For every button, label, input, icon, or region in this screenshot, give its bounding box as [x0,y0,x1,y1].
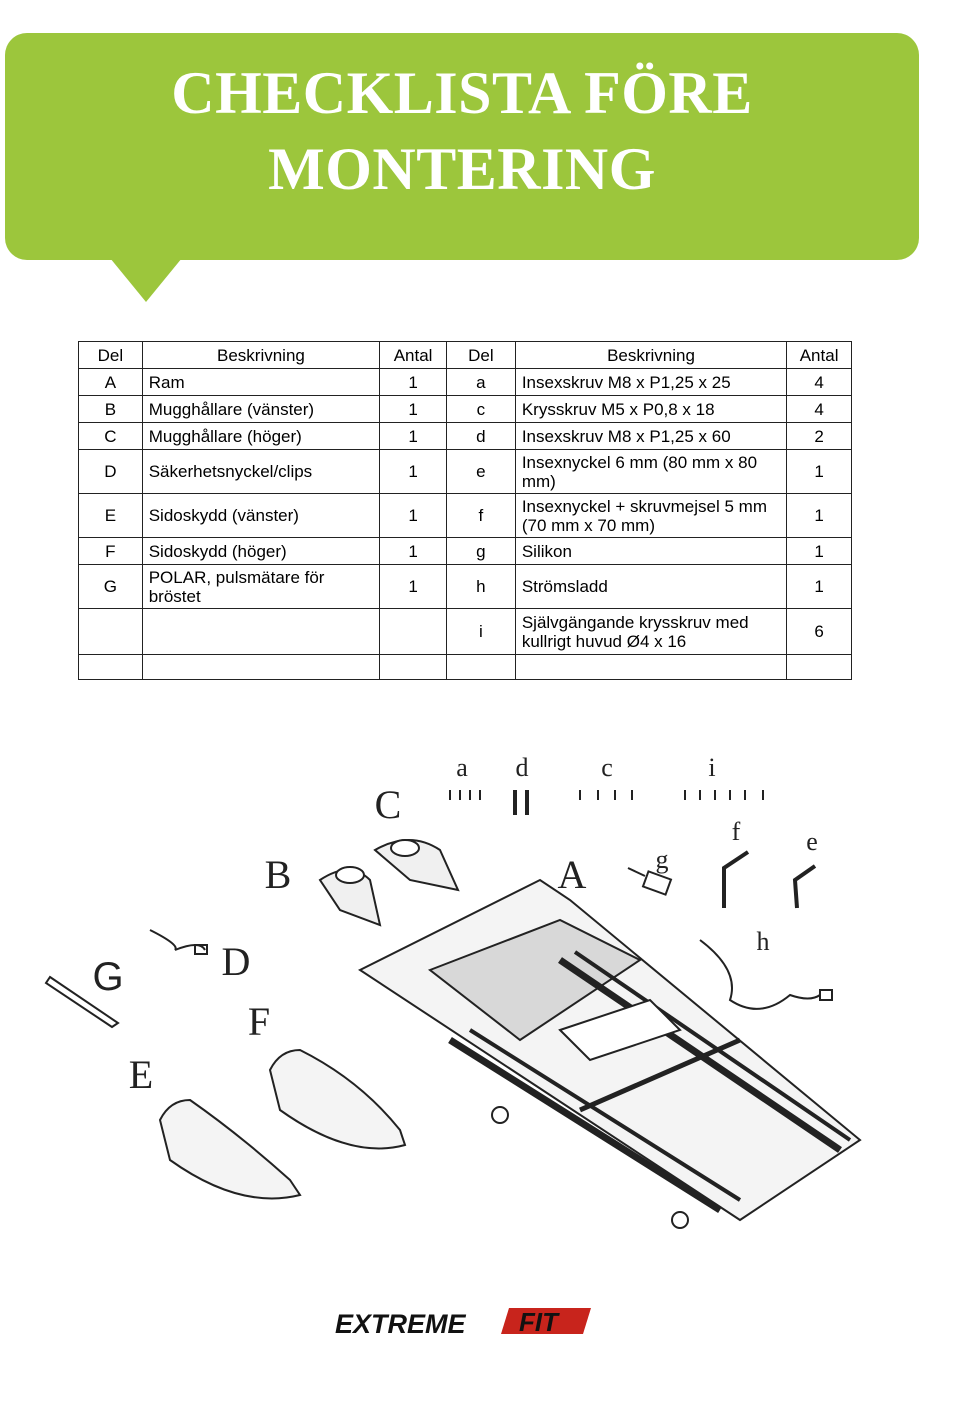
cell-qty: 1 [380,396,447,423]
table-row [79,369,852,396]
table-row [79,450,852,494]
cell-desc: POLAR, pulsmätare för bröstet [142,565,379,609]
cell-del-2: g [446,538,515,565]
cell-qty-2: 4 [787,369,852,396]
table-row [79,396,852,423]
cell-desc: Mugghållare (höger) [142,423,379,450]
label-g: g [655,845,669,874]
label-C: C [374,782,402,827]
cell-del-2: d [446,423,515,450]
cell-desc-2: Insexnyckel + skruvmejsel 5 mm (70 mm x 70 mm) [515,494,786,538]
cell-del: G [79,565,143,609]
cell-desc: Mugghållare (vänster) [142,396,379,423]
cell-del-2: f [446,494,515,538]
cell-del-2: a [446,369,515,396]
screw-illustrations [450,790,763,815]
cell-qty-2: 1 [787,538,852,565]
safety-key-illustration [150,930,207,954]
label-G: G [92,955,124,999]
label-E: E [128,1052,154,1097]
cell-desc-2: Insexskruv M8 x P1,25 x 25 [515,369,786,396]
parts-checklist-table [78,341,852,680]
col-header-antal-2: Antal [787,342,852,369]
cell-qty-2: 4 [787,396,852,423]
allen-key-illustrations [724,852,815,908]
cell-del [79,655,143,680]
cell-desc-2: Krysskruv M5 x P0,8 x 18 [515,396,786,423]
table-header-row [79,342,852,369]
cell-qty-2: 2 [787,423,852,450]
cell-del [79,609,143,655]
logo-text-extreme: EXTREME [335,1309,466,1339]
cell-qty-2: 1 [787,565,852,609]
label-e: e [806,827,818,856]
col-header-antal: Antal [380,342,447,369]
table-row [79,609,852,655]
cell-desc-2: Insexnyckel 6 mm (80 mm x 80 mm) [515,450,786,494]
cell-qty-2: 1 [787,494,852,538]
cell-del-2: i [446,609,515,655]
label-i: i [708,753,716,782]
label-d: d [515,753,529,782]
title-line-2: MONTERING [268,136,656,202]
cell-del: E [79,494,143,538]
page-title [5,55,919,207]
cell-desc [142,609,379,655]
table-row [79,423,852,450]
label-F: F [247,999,271,1044]
title-banner [5,33,919,260]
cell-qty: 1 [380,538,447,565]
cell-desc: Säkerhetsnyckel/clips [142,450,379,494]
cell-desc: Ram [142,369,379,396]
parts-exploded-diagram [0,740,960,1300]
label-D: D [221,939,251,984]
cell-del: C [79,423,143,450]
cell-del-2: h [446,565,515,609]
logo-text-fit: FIT [519,1307,558,1337]
label-f: f [731,817,741,846]
cell-del: D [79,450,143,494]
cell-qty-2: 1 [787,450,852,494]
cell-desc [142,655,379,680]
cell-qty-2 [787,655,852,680]
cell-desc-2: Insexskruv M8 x P1,25 x 60 [515,423,786,450]
col-header-del-2: Del [446,342,515,369]
side-cover-illustrations [160,1050,405,1198]
table-row [79,565,852,609]
cell-qty: 1 [380,565,447,609]
table-row [79,494,852,538]
cell-desc-2: Strömsladd [515,565,786,609]
banner-pointer [110,258,182,302]
cup-holder-illustrations [320,840,458,925]
cell-del: B [79,396,143,423]
cell-del: A [79,369,143,396]
cell-qty [380,655,447,680]
cell-desc: Sidoskydd (höger) [142,538,379,565]
table-row [79,538,852,565]
label-a: a [456,753,468,782]
cell-desc-2: Självgängande krysskruv med kullrigt huvud Ø4 x 16 [515,609,786,655]
cell-desc: Sidoskydd (vänster) [142,494,379,538]
cell-del: F [79,538,143,565]
cell-del-2: e [446,450,515,494]
table-row [79,655,852,680]
cell-qty [380,609,447,655]
col-header-del: Del [79,342,143,369]
cell-desc-2 [515,655,786,680]
label-h: h [756,927,770,956]
label-c: c [601,753,613,782]
cell-del-2: c [446,396,515,423]
label-A: A [557,852,587,897]
cell-del-2 [446,655,515,680]
cell-qty: 1 [380,450,447,494]
cell-qty: 1 [380,369,447,396]
title-line-1: CHECKLISTA FÖRE [171,60,753,126]
col-header-beskrivning: Beskrivning [142,342,379,369]
treadmill-frame-illustration [360,880,860,1228]
cell-qty-2: 6 [787,609,852,655]
cell-desc-2: Silikon [515,538,786,565]
extremefit-logo [333,1300,593,1350]
cell-qty: 1 [380,423,447,450]
cell-qty: 1 [380,494,447,538]
col-header-beskrivning-2: Beskrivning [515,342,786,369]
label-B: B [264,852,292,897]
